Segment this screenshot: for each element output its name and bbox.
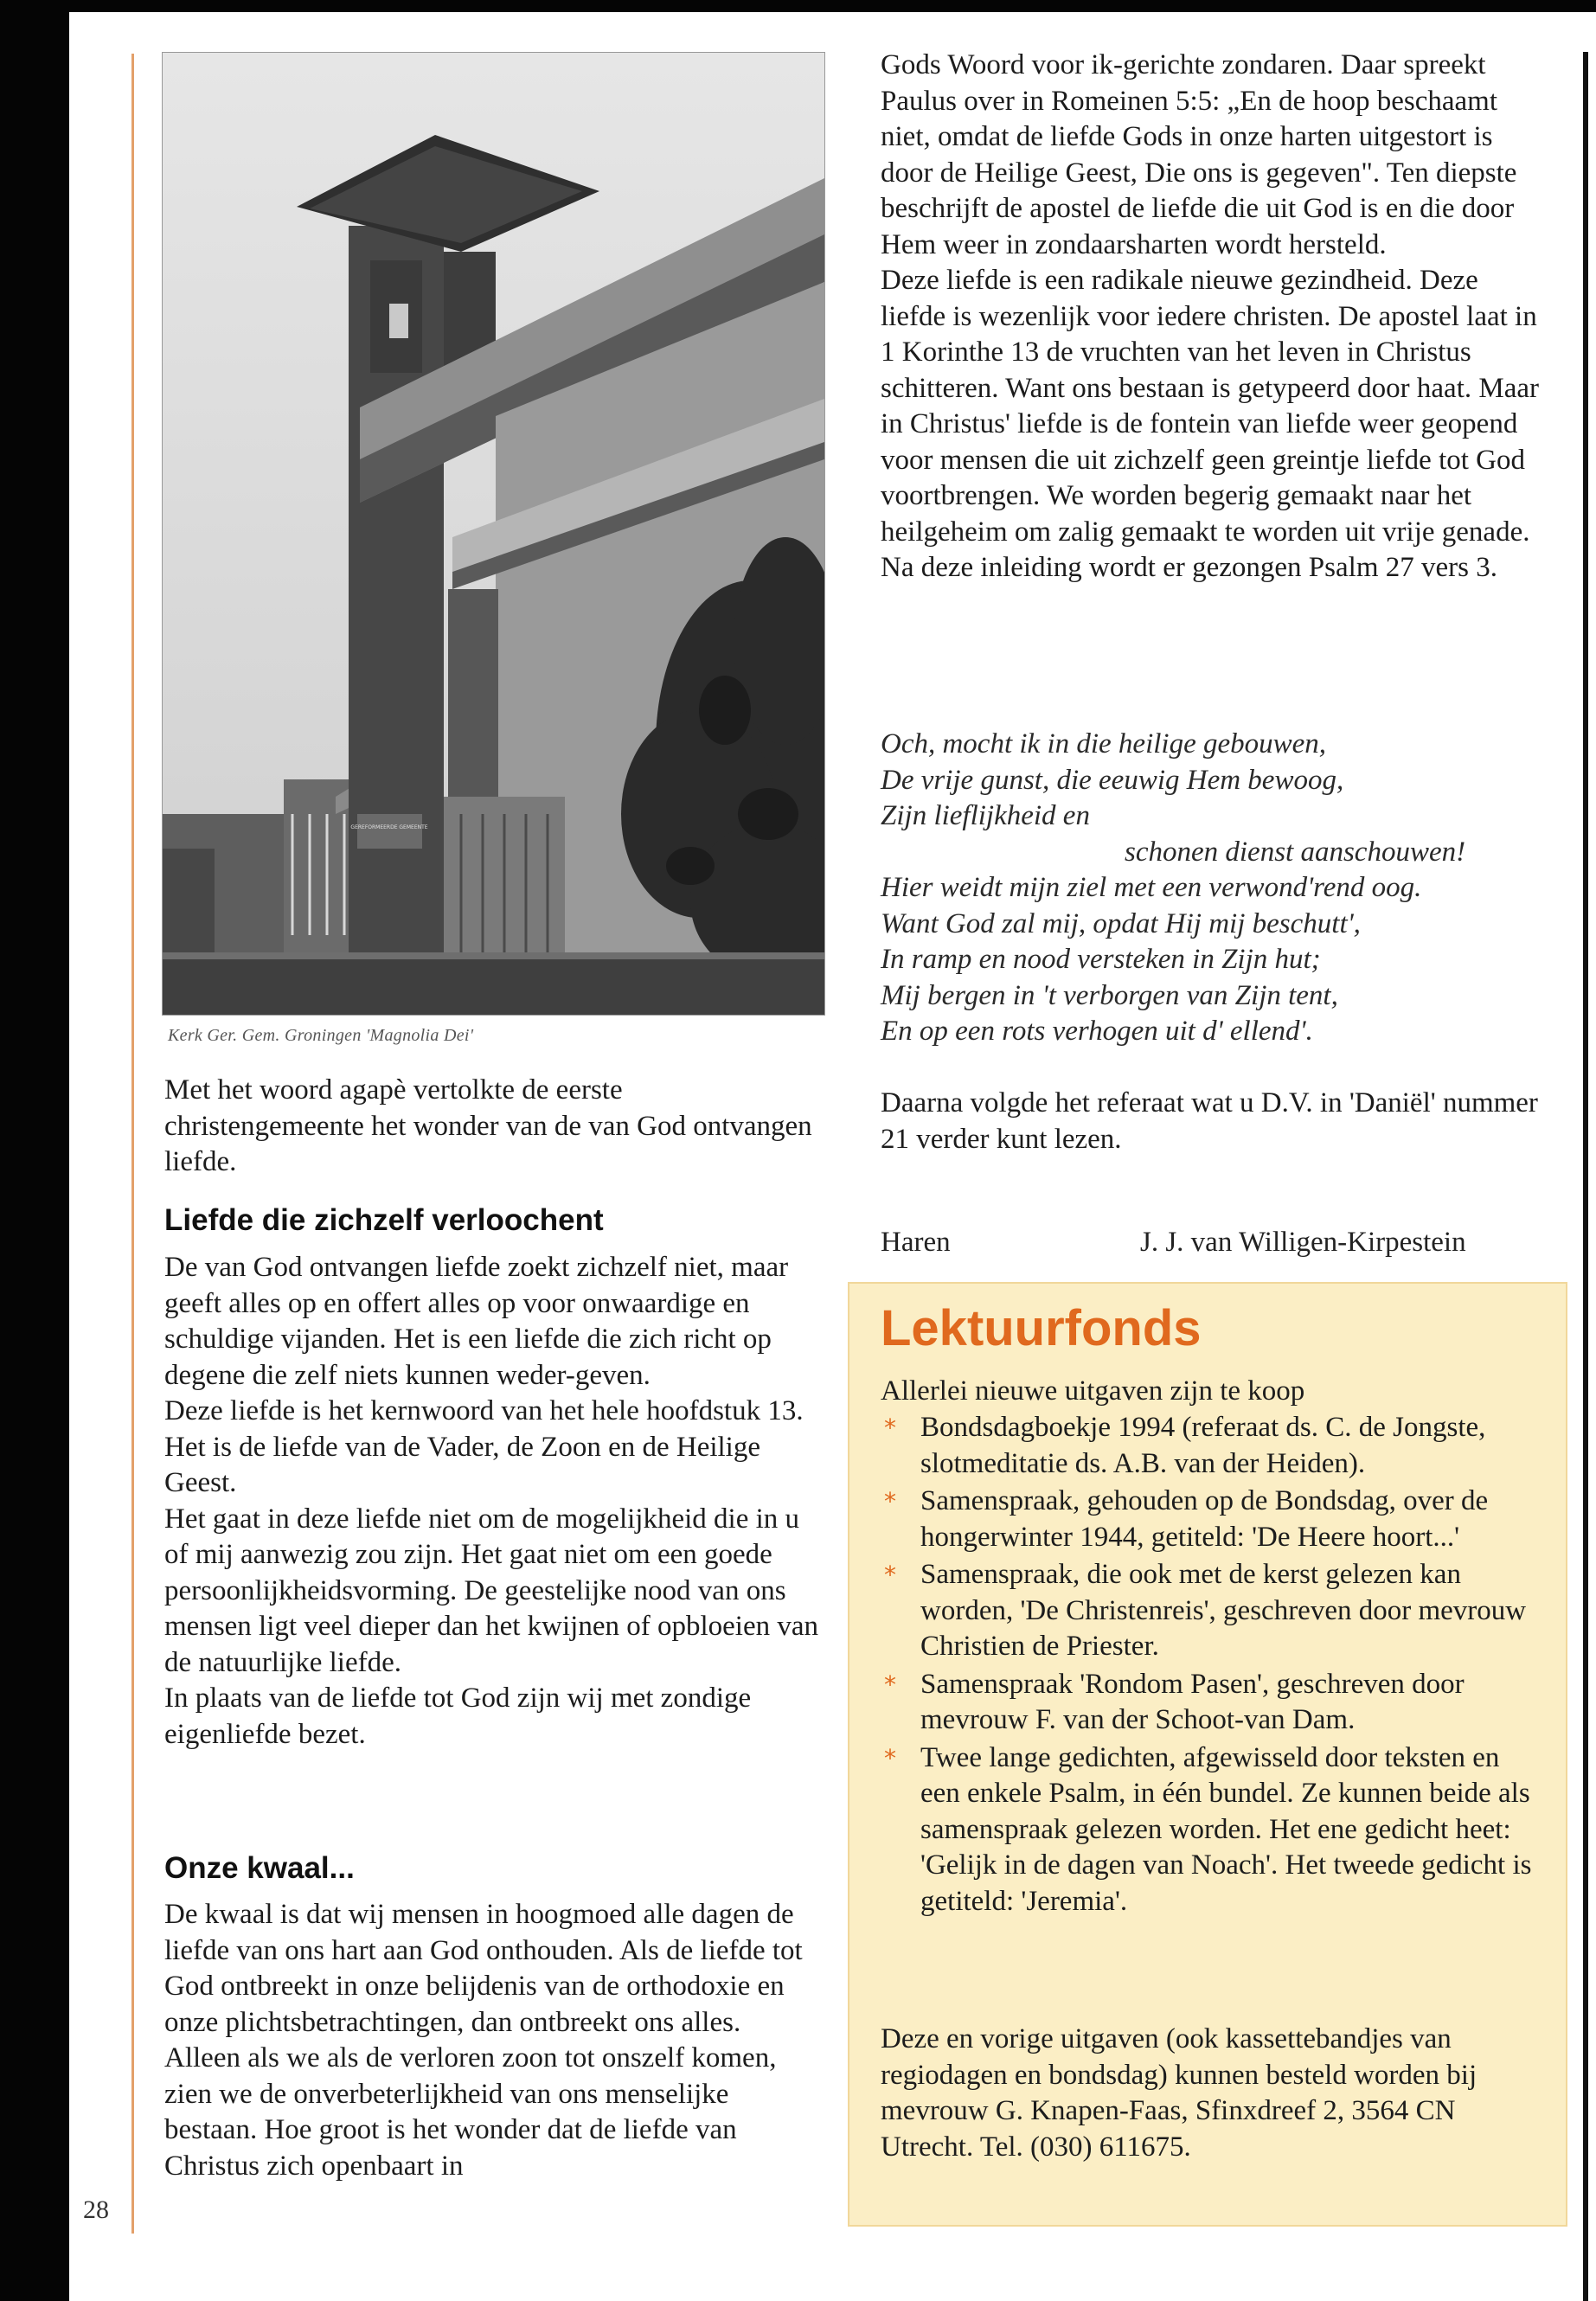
poem-line: Mij bergen in 't verborgen van Zijn tent, (881, 979, 1338, 1011)
right-paragraph: Na deze inleiding wordt er gezongen Psalm 27 vers 3. (881, 552, 1497, 583)
asterisk-icon: * (884, 1743, 896, 1772)
section1-paragraph: De van God ontvangen liefde zoekt zichzelf niet, maar geeft alles op en offert alles op voor onwaardige en schuldige vijanden. Het is een liefde die zich richt op degene die zelf niets kunnen weder-geven. (164, 1252, 789, 1391)
intro-paragraph: Met het woord agapè vertolkte de eerste christengemeente het wonder van de van God ontvangen liefde. (164, 1074, 812, 1177)
lektuurfonds-list (881, 1410, 1538, 1921)
right-paragraph: Deze liefde is een radikale nieuwe gezindheid. Deze liefde is wezenlijk voor iedere christen. De apostel laat in 1 Korinthe 13 de vruchten van het leven in Christus schitteren. Want ons bestaan is getypeerd door haat. Maar in Christus' liefde is de fontein van liefde weer geopend voor mensen die uit zichzelf geen greintje liefde tot God voortbrengen. We worden begerig gemaakt naar het heilgeheim om zalig gemaakt te worden uit vrije genade. (881, 265, 1539, 548)
signature-place: Haren (881, 1227, 951, 1258)
poem-line: En op een rots verhogen uit d' ellend'. (881, 1016, 1313, 1047)
after-poem-paragraph: Daarna volgde het referaat wat u D.V. in 'Daniël' nummer 21 verder kunt lezen. (881, 1087, 1538, 1155)
list-item-text: Samenspraak, gehouden op de Bondsdag, over de hongerwinter 1944, getiteld: 'De Heere hoort...' (920, 1485, 1489, 1553)
bell (389, 304, 408, 338)
poem-line: Hier weidt mijn ziel met een verwond'rend oog. (881, 872, 1422, 903)
margin-rule (131, 54, 134, 2234)
scan-border-top (69, 0, 1596, 12)
list-item (881, 1667, 1538, 1739)
ground (163, 952, 824, 1015)
section1-paragraph: Het gaat in deze liefde niet om de mogelijkheid die in u of mij aanwezig zou zijn. Het gaat niet om een goede persoonlijkheidsvorming. De geestelijke nood van ons mensen ligt veel dieper dan het kwijnen of opbloeien van de natuurlijke liefde. (164, 1503, 819, 1678)
church-sign (357, 814, 422, 849)
section-heading-kwaal: Onze kwaal... (164, 1851, 355, 1885)
list-item-text: Bondsdagboekje 1994 (referaat ds. C. de Jongste, slotmeditatie ds. A.B. van der Heiden). (920, 1412, 1486, 1479)
poem-line: Zijn lieflijkheid en (881, 800, 1090, 831)
scan-border-left (0, 0, 69, 2301)
signature-name: J. J. van Willigen-Kirpestein (1140, 1227, 1466, 1258)
church-photo (162, 52, 825, 1016)
poem-line: Och, mocht ik in die heilige gebouwen, (881, 728, 1327, 760)
section1-body (164, 1250, 822, 1753)
list-item-text: Twee lange gedichten, afgewisseld door teksten en een enkele Psalm, in één bundel. Ze kunnen beide als samenspraak gelezen worden. Het ene gedicht heet: 'Gelijk in de dagen van Noach'. Het tweede gedicht is getiteld: 'Jeremia'. (920, 1741, 1532, 1917)
page-number: 28 (83, 2195, 109, 2224)
lektuurfonds-title: Lektuurfonds (881, 1300, 1202, 1356)
section-heading-liefde: Liefde die zichzelf verloochent (164, 1203, 604, 1237)
section2-paragraph: De kwaal is dat wij mensen in hoogmoed alle dagen de liefde van ons hart aan God onthouden. Als de liefde tot God ontbreekt in onze belijdenis van de orthodoxie en onze plichtsbetrachtingen, dan ontbreekt ons alles. (164, 1899, 803, 2038)
left-intro (164, 1073, 822, 1181)
list-item (881, 1557, 1538, 1665)
asterisk-icon: * (884, 1413, 896, 1442)
scan-border-right (1583, 52, 1588, 2301)
after-poem (881, 1086, 1547, 1157)
asterisk-icon: * (884, 1561, 896, 1589)
right-body (881, 48, 1547, 586)
poem-line: Want God zal mij, opdat Hij mij beschutt', (881, 907, 1361, 939)
church-sign-text: GEREFORMEERDE GEMEENTE (350, 824, 428, 830)
psalm-poem (881, 727, 1555, 1050)
section2-body (164, 1897, 822, 2184)
section2-paragraph: Alleen als we als de verloren zoon tot onszelf komen, zien we de onverbeterlijkheid van ons menselijke bestaan. Hoe groot is het wonder dat de liefde van Christus zich openbaart in (164, 2042, 777, 2182)
list-item-text: Samenspraak, die ook met de kerst gelezen kan worden, 'De Christenreis', geschreven door mevrouw Christien de Priester. (920, 1559, 1527, 1662)
list-item (881, 1484, 1538, 1555)
list-item (881, 1740, 1538, 1920)
list-item-text: Samenspraak 'Rondom Pasen', geschreven door mevrouw F. van der Schoot-van Dam. (920, 1668, 1465, 1735)
poem-line: In ramp en nood versteken in Zijn hut; (881, 944, 1321, 975)
asterisk-icon: * (884, 1670, 896, 1699)
section1-paragraph: In plaats van de liefde tot God zijn wij met zondige eigenliefde bezet. (164, 1682, 752, 1750)
church-photo-drawing (163, 53, 824, 1015)
list-item (881, 1410, 1538, 1482)
poem-line: De vrije gunst, die eeuwig Hem bewoog, (881, 764, 1344, 796)
lektuurfonds-outro: Deze en vorige uitgaven (ook kassettebandjes van regiodagen en bondsdag) kunnen besteld worden bij mevrouw G. Knapen-Faas, Sfinxdreef 2, 3564 CN Utrecht. Tel. (030) 611675. (881, 2023, 1477, 2163)
section1-paragraph: Deze liefde is het kernwoord van het hele hoofdstuk 13. Het is de liefde van de Vader, de Zoon en de Heilige Geest. (164, 1395, 804, 1498)
right-paragraph: Gods Woord voor ik-gerichte zondaren. Daar spreekt Paulus over in Romeinen 5:5: „En de hoop beschaamt niet, omdat de liefde Gods in onze harten uitgestort is door de Heilige Geest, Die ons is gegeven". Ten diepste beschrijft de apostel de liefde die uit God is en die door Hem weer in zondaarsharten wordt hersteld. (881, 49, 1517, 260)
asterisk-icon: * (884, 1487, 896, 1516)
photo-caption: Kerk Ger. Gem. Groningen 'Magnolia Dei' (168, 1026, 474, 1045)
poem-line: schonen dienst aanschouwen! (1125, 836, 1466, 868)
lektuurfonds-intro: Allerlei nieuwe uitgaven zijn te koop (881, 1375, 1305, 1407)
